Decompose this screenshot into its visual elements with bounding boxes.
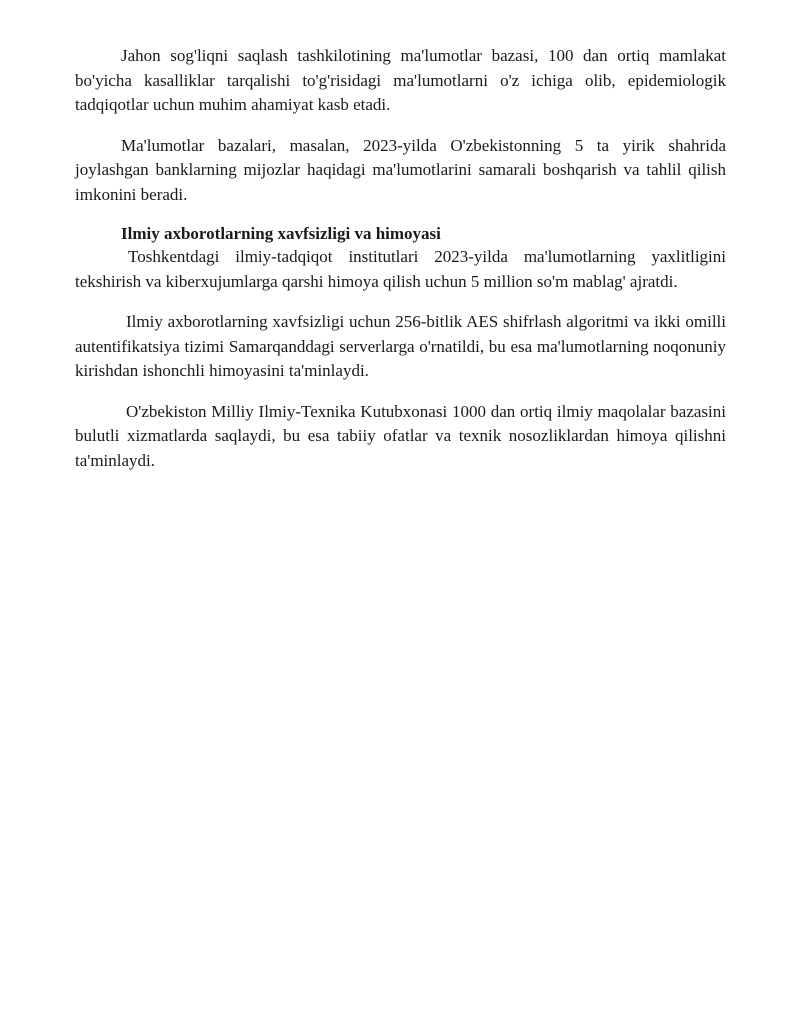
paragraph-national-library: O'zbekiston Milliy Ilmiy-Texnika Kutubxonasi 1000 dan ortiq ilmiy maqolalar bazasini bulutli xizmatlarda saqlaydi, bu esa tabiiy ofatlar va texnik nosozliklardan himoya qilishni ta'minlaydi. <box>75 401 726 470</box>
paragraph-aes-encryption: Ilmiy axborotlarning xavfsizligi uchun 256-bitlik AES shifrlash algoritmi va ikki omilli autentifikatsiya tizimi Samarqanddagi serverlarga o'rnatildi, bu esa ma'lumotlarning noqonuniy kirishdan ishonchli himoyasini ta'minlaydi. <box>75 312 726 380</box>
document-page <box>75 44 726 489</box>
paragraph-tashkent-institutes: Toshkentdagi ilmiy-tadqiqot institutlari 2023-yilda ma'lumotlarning yaxlitligini tekshirish va kiberxujumlarga qarshi himoya qilish uchun 5 million so'm mablag' ajratdi. <box>75 247 726 291</box>
section-heading: Ilmiy axborotlarning xavfsizligi va himoyasi <box>121 224 441 243</box>
paragraph-bank-databases: Ma'lumotlar bazalari, masalan, 2023-yilda O'zbekistonning 5 ta yirik shahrida joylashgan banklarning mijozlar haqidagi ma'lumotlarini samarali boshqarish va tahlil qilish imkonini beradi. <box>75 135 726 204</box>
paragraph-who-database: Jahon sog'liqni saqlash tashkilotining ma'lumotlar bazasi, 100 dan ortiq mamlakat bo'yicha kasalliklar tarqalishi to'g'risidagi ma'lumotlarni o'z ichiga olib, epidemiologik tadqiqotlar uchun muhim ahamiyat kasb etadi. <box>75 46 726 114</box>
